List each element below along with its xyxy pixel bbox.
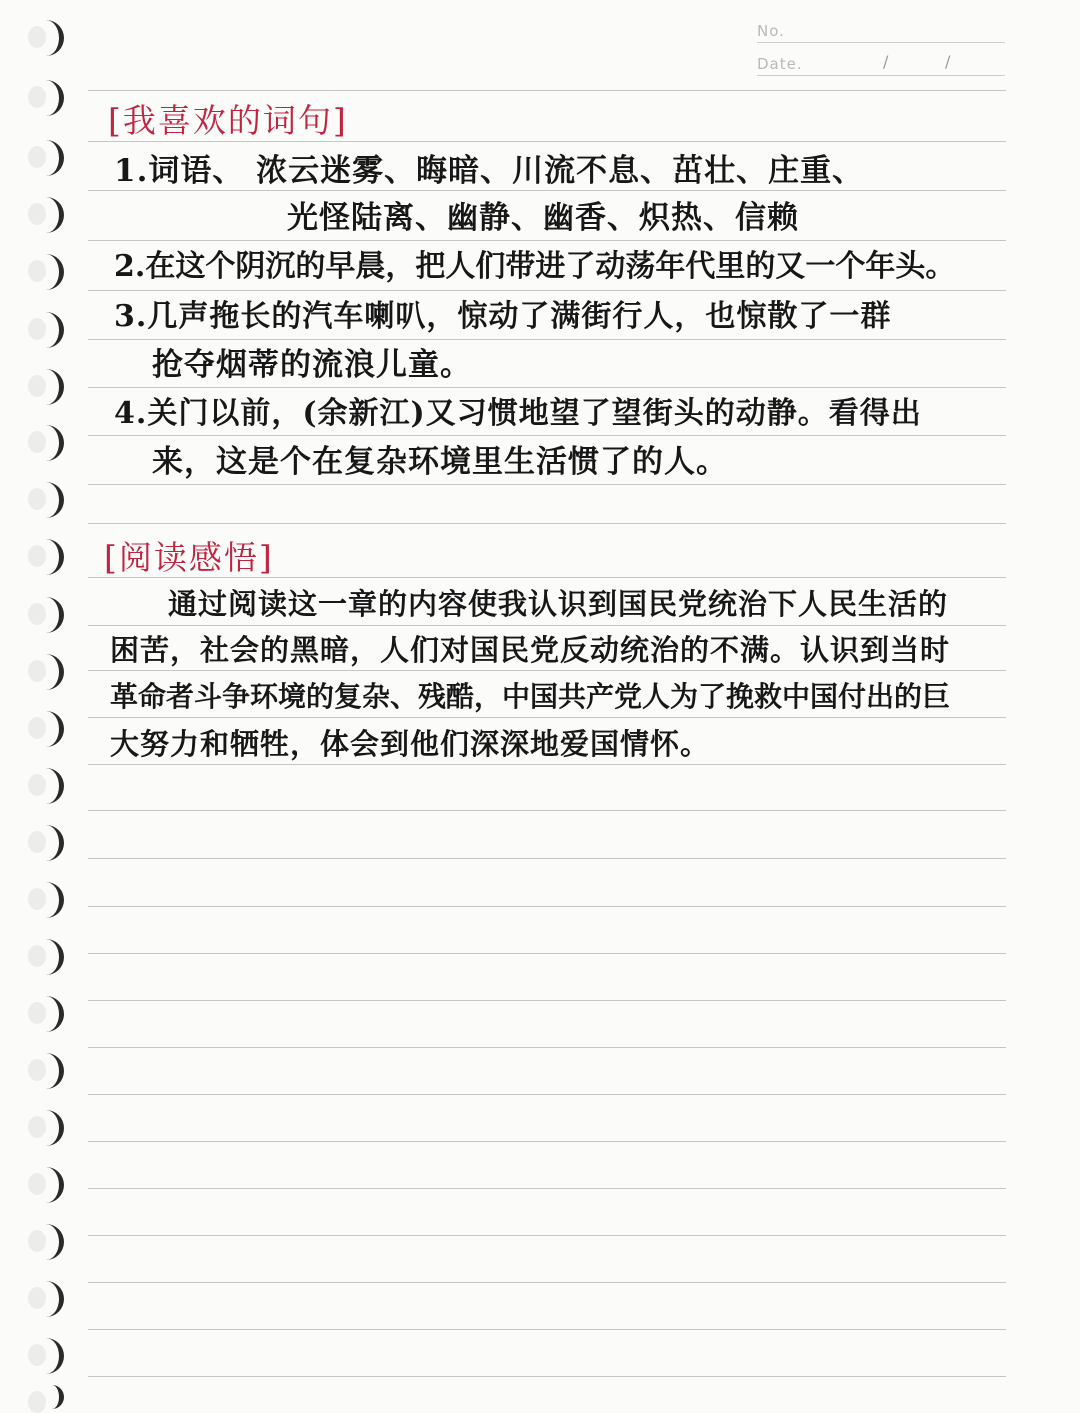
text-line: 革命者斗争环境的复杂、残酷，中国共产党人为了挽救中国付出的巨 xyxy=(110,680,951,713)
date-underline xyxy=(757,75,1005,76)
spiral-binding xyxy=(0,0,80,1411)
text-line: 光怪陆离、幽静、幽香、炽热、信赖 xyxy=(287,200,799,236)
text-line: 抢夺烟蒂的流浪儿童。 xyxy=(152,347,472,383)
text-line: 来，这是个在复杂环境里生活惯了的人。 xyxy=(152,444,728,480)
text-line: 大努力和牺牲，体会到他们深深地爱国情怀。 xyxy=(110,727,711,761)
section-title: [阅读感悟] xyxy=(104,538,274,577)
date-separator: / xyxy=(883,52,889,71)
text-line: 通过阅读这一章的内容使我认识到国民党统治下人民生活的 xyxy=(168,587,949,621)
text-line: 1.词语、 浓云迷雾、晦暗、川流不息、茁壮、庄重、 xyxy=(114,153,865,189)
date-separator: / xyxy=(945,52,951,71)
number-label: No. xyxy=(757,22,785,40)
date-label: Date. xyxy=(757,55,803,73)
section-title: [我喜欢的词句] xyxy=(108,101,348,140)
number-underline xyxy=(757,42,1005,43)
text-line: 4.关门以前，(余新江)又习惯地望了望街头的动静。看得出 xyxy=(114,396,922,431)
text-line: 困苦，社会的黑暗，人们对国民党反动统治的不满。认识到当时 xyxy=(110,633,951,667)
text-line: 2.在这个阴沉的早晨，把人们带进了动荡年代里的又一个年头。 xyxy=(114,249,956,284)
text-line: 3.几声拖长的汽车喇叭，惊动了满街行人，也惊散了一群 xyxy=(114,299,892,334)
